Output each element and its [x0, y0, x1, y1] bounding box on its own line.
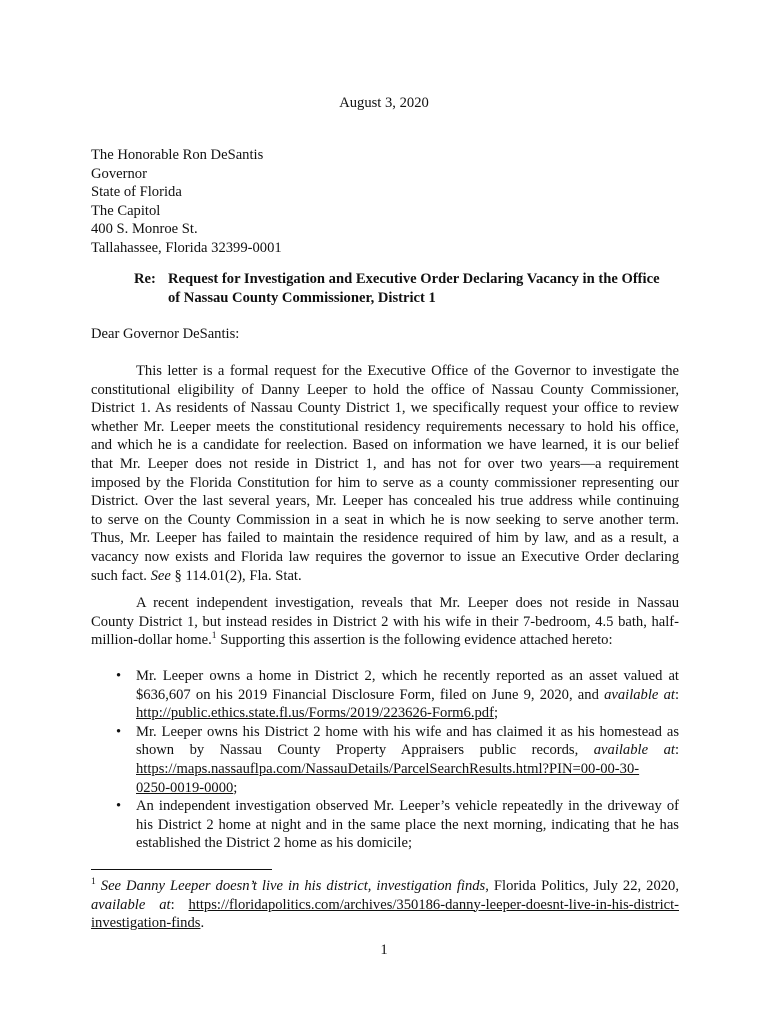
re-subject-line-1: Request for Investigation and Executive Order Declaring Vacancy in the Office	[168, 271, 660, 287]
bullet-icon: •	[116, 723, 122, 740]
salutation: Dear Governor DeSantis:	[91, 326, 240, 342]
recipient-address	[91, 146, 691, 258]
footnote	[91, 877, 679, 933]
address-line: 400 S. Monroe St.	[91, 221, 198, 238]
bullet-icon: •	[116, 668, 122, 684]
address-line: State of Florida	[91, 184, 182, 201]
property-appraiser-link[interactable]: 0250-0019-0000	[136, 779, 234, 796]
article-title: See Danny Leeper doesn’t live in his district, investigation finds	[95, 878, 486, 894]
re-subject-line-2: of Nassau County Commissioner, District 1	[168, 289, 436, 306]
footnote-line	[91, 896, 679, 915]
text-run: :	[170, 896, 189, 913]
text-run: $636,607 on his 2019 Financial Disclosure Form, filed on June 9, 2020, and	[136, 686, 605, 703]
list-item-line	[136, 741, 679, 760]
address-line: The Capitol	[91, 202, 161, 219]
text-run: available at	[593, 742, 675, 759]
article-link[interactable]: investigation-finds	[91, 915, 201, 932]
list-item-line	[136, 704, 679, 723]
paragraph-line: constitutional eligibility of Danny Leeper to hold the office of Nassau County Commissioner,	[91, 381, 679, 398]
bullet-icon: •	[116, 798, 122, 815]
list-item	[91, 723, 679, 797]
paragraph-line: County District 1, but instead resides in District 2 with his wife in their 7-bedroom, 4.5 bath, half-	[91, 613, 679, 630]
paragraph-line: District 1. As residents of Nassau County District 1, we specifically request your office to review	[91, 400, 679, 417]
footnote-line	[91, 877, 679, 896]
text-run: , Florida Politics, July 22, 2020,	[485, 878, 679, 894]
citation-signal: See	[150, 567, 171, 584]
text-run: :	[674, 686, 679, 703]
paragraph-line	[91, 567, 679, 586]
paragraph-line: Thus, Mr. Leeper has failed to maintain the residence required of him by law, and as a result, a	[91, 530, 679, 547]
list-item-line	[136, 686, 679, 705]
footnote-marker: 1	[91, 877, 96, 888]
paragraph-line: to serve on the County Commission in a seat in which he is now seeking to serve another term.	[91, 511, 679, 528]
letter-date: August 3, 2020	[339, 95, 429, 111]
list-item-line: Mr. Leeper owns a home in District 2, which he recently reported as an asset valued at	[136, 668, 679, 684]
ethics-form-link[interactable]: http://public.ethics.state.fl.us/Forms/2019/223626-Form6.pdf	[136, 705, 494, 722]
list-item	[91, 797, 679, 853]
paragraph-1	[91, 362, 679, 585]
list-item-line: his District 2 home at night and in the same place the next morning, indicating that he has	[136, 816, 679, 833]
text-run: Supporting this assertion is the following evidence attached hereto:	[216, 632, 613, 649]
text-run: § 114.01(2), Fla. Stat.	[170, 567, 302, 584]
list-item-line	[136, 779, 679, 798]
address-line: The Honorable Ron DeSantis	[91, 147, 264, 163]
text-run: such fact.	[91, 567, 151, 584]
paragraph-line: and which he is a candidate for reelection. Based on information we have learned, it is our belief	[91, 437, 679, 454]
text-run: shown by Nassau County Property Appraisers public records,	[136, 742, 594, 759]
paragraph-line: vacancy now exists and Florida law requires the governor to issue an Executive Order declaring	[91, 548, 679, 565]
text-run: .	[200, 915, 205, 932]
text-run: available at	[604, 686, 675, 703]
re-label: Re:	[134, 271, 156, 287]
subject-line	[134, 270, 682, 307]
paragraph-line: District. Over the last several years, Mr. Leeper has concealed his true address while continuing	[91, 493, 679, 510]
text-run: ;	[233, 779, 238, 796]
paragraph-line: A recent independent investigation, reveals that Mr. Leeper does not reside in Nassau	[136, 595, 679, 611]
footnote-separator	[91, 869, 272, 870]
text-run: million-dollar home.	[91, 632, 212, 649]
list-item-line: Mr. Leeper owns his District 2 home with his wife and has claimed it as his homestead as	[136, 723, 679, 740]
address-line: Governor	[91, 165, 147, 182]
address-line: Tallahassee, Florida 32399-0001	[91, 239, 282, 256]
list-item-line	[136, 760, 679, 779]
paragraph-line	[91, 631, 679, 650]
text-run: ;	[493, 705, 498, 722]
article-link[interactable]: https://floridapolitics.com/archives/350186-danny-leeper-doesnt-live-in-his-district-	[188, 896, 680, 913]
footnote-line	[91, 914, 679, 933]
list-item-line: established the District 2 home as his domicile;	[136, 835, 413, 852]
paragraph-line: that Mr. Leeper does not reside in District 1, and has not for over two years—a requirement	[91, 455, 679, 472]
list-item	[91, 667, 679, 723]
text-run: available at	[91, 896, 171, 913]
property-appraiser-link[interactable]: https://maps.nassauflpa.com/NassauDetails/ParcelSearchResults.html?PIN=00-00-30-	[136, 760, 640, 777]
paragraph-2	[91, 594, 679, 650]
evidence-list	[91, 667, 679, 853]
paragraph-line: whether Mr. Leeper meets the constitutional residency requirements necessary to hold his office,	[91, 418, 679, 435]
list-item-line: An independent investigation observed Mr. Leeper’s vehicle repeatedly in the driveway of	[136, 798, 679, 815]
text-run: :	[674, 742, 679, 759]
page-number: 1	[380, 942, 388, 958]
footnote-reference[interactable]: 1	[211, 631, 217, 642]
paragraph-line: This letter is a formal request for the Executive Office of the Governor to investigate the	[136, 363, 679, 379]
paragraph-line: imposed by the Florida Constitution for him to serve as a county commissioner representing our	[91, 474, 679, 491]
